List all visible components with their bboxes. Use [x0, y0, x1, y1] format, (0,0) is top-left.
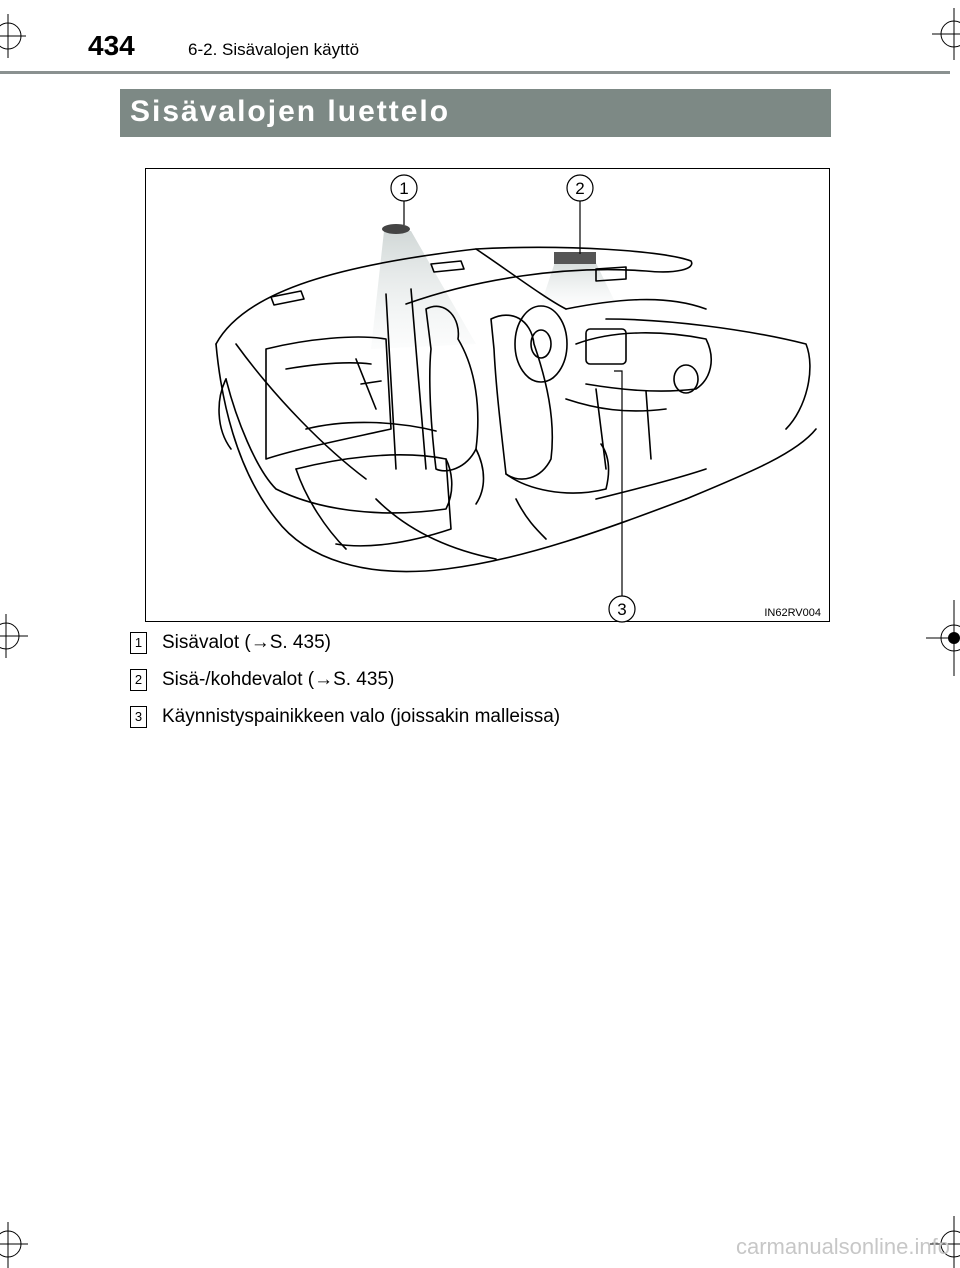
interior-illustration: [145, 168, 830, 622]
item-number: 1: [130, 632, 147, 654]
item-number: 3: [130, 706, 147, 728]
registration-mark-mid-left: [0, 614, 28, 658]
dome-light: [382, 224, 410, 234]
spot-light: [554, 252, 596, 264]
dome-light-beam: [371, 231, 476, 349]
registration-mark-top-left: [0, 14, 26, 58]
registration-mark-mid-right: [926, 600, 960, 676]
watermark: carmanualsonline.info: [735, 1234, 950, 1259]
list-item: [130, 632, 331, 654]
section-title: 6-2. Sisävalojen käyttö: [188, 40, 360, 59]
car-interior-drawing: [146, 169, 831, 623]
callout-2: 2: [575, 179, 585, 198]
list-item: [130, 669, 394, 691]
item-text: Käynnistyspainikkeen valo (joissakin malleissa): [162, 706, 561, 728]
item-number: 2: [130, 669, 147, 691]
registration-mark-top-right: [932, 0, 960, 60]
registration-mark-bottom-left: [0, 1222, 28, 1268]
section-banner: [120, 89, 831, 137]
figure-code: IN62RV004: [764, 607, 821, 619]
callout-3: 3: [617, 600, 627, 619]
list-item: [130, 706, 560, 728]
spot-light-beam: [541, 259, 616, 304]
header-rule: [0, 71, 950, 74]
callout-1: 1: [399, 179, 409, 198]
banner-title: Sisävalojen luettelo: [130, 95, 451, 128]
item-text: Sisä-/kohdevalot (→S. 435): [162, 669, 395, 691]
item-text: Sisävalot (→S. 435): [162, 632, 331, 654]
page-number: 434: [88, 30, 135, 61]
